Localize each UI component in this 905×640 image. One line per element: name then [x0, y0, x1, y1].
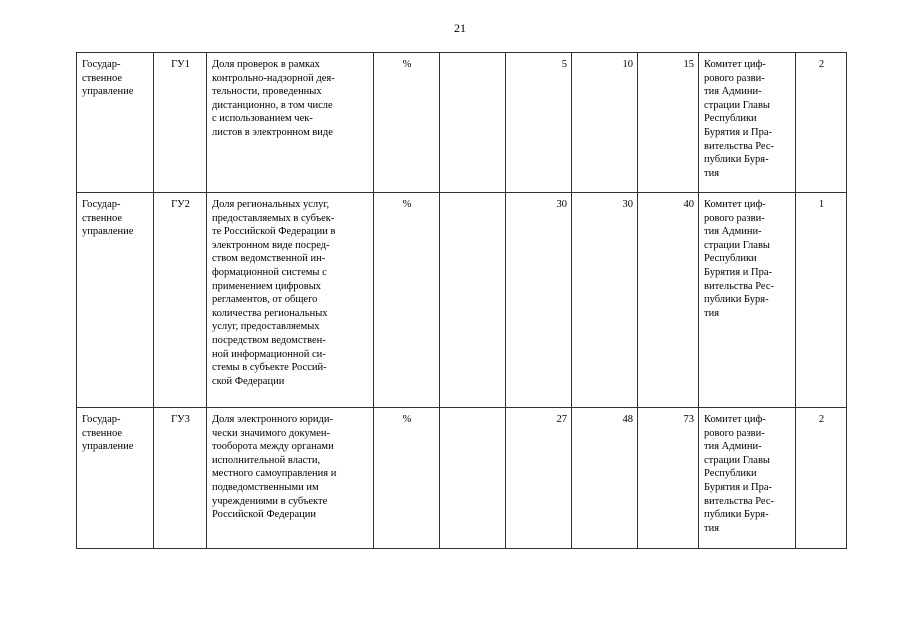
last-column-cell: 2	[796, 408, 847, 549]
table-row	[77, 53, 847, 193]
value-1-cell: 27	[506, 408, 572, 549]
base-value-cell	[440, 193, 506, 408]
responsible-cell: Комитет циф- рового разви- тия Админи- страции Главы Республики Бурятия и Пра- вительства Рес- публики Буря- тия	[699, 193, 796, 408]
value-3-cell: 40	[638, 193, 699, 408]
indicators-table	[76, 52, 847, 549]
responsible-cell: Комитет циф- рового разви- тия Админи- страции Главы Республики Бурятия и Пра- вительства Рес- публики Буря- тия	[699, 408, 796, 549]
table-row	[77, 408, 847, 549]
indicator-cell: Доля проверок в рамках контрольно-надзорной дея- тельности, проведенных дистанционно, в том числе с использованием чек- листов в электронном виде	[207, 53, 374, 193]
unit-cell: %	[374, 53, 440, 193]
base-value-cell	[440, 53, 506, 193]
last-column-cell: 1	[796, 193, 847, 408]
indicator-cell: Доля электронного юриди- чески значимого докумен- тооборота между органами исполнительной власти, местного самоуправления и подведомственными им учреждениями в субъекте Российской Федерации	[207, 408, 374, 549]
value-2-cell: 30	[572, 193, 638, 408]
area-cell: Государ- ственное управление	[77, 408, 154, 549]
indicator-cell: Доля региональных услуг, предоставляемых в субъек- те Российской Федерации в электронном виде посред- ством ведомственной ин- формационной системы с применением цифровых регламентов, от общего количества региональных услуг, предоставляемых посредством ведомствен- ной информационной си- стемы в субъекте Россий- ской Федерации	[207, 193, 374, 408]
responsible-cell: Комитет циф- рового разви- тия Админи- страции Главы Республики Бурятия и Пра- вительства Рес- публики Буря- тия	[699, 53, 796, 193]
area-cell: Государ- ственное управление	[77, 193, 154, 408]
table-row	[77, 193, 847, 408]
code-cell: ГУ3	[154, 408, 207, 549]
value-2-cell: 10	[572, 53, 638, 193]
area-cell: Государ- ственное управление	[77, 53, 154, 193]
unit-cell: %	[374, 193, 440, 408]
page-number: 21	[454, 21, 466, 35]
value-3-cell: 15	[638, 53, 699, 193]
code-cell: ГУ1	[154, 53, 207, 193]
value-1-cell: 5	[506, 53, 572, 193]
unit-cell: %	[374, 408, 440, 549]
value-3-cell: 73	[638, 408, 699, 549]
base-value-cell	[440, 408, 506, 549]
value-2-cell: 48	[572, 408, 638, 549]
code-cell: ГУ2	[154, 193, 207, 408]
last-column-cell: 2	[796, 53, 847, 193]
value-1-cell: 30	[506, 193, 572, 408]
